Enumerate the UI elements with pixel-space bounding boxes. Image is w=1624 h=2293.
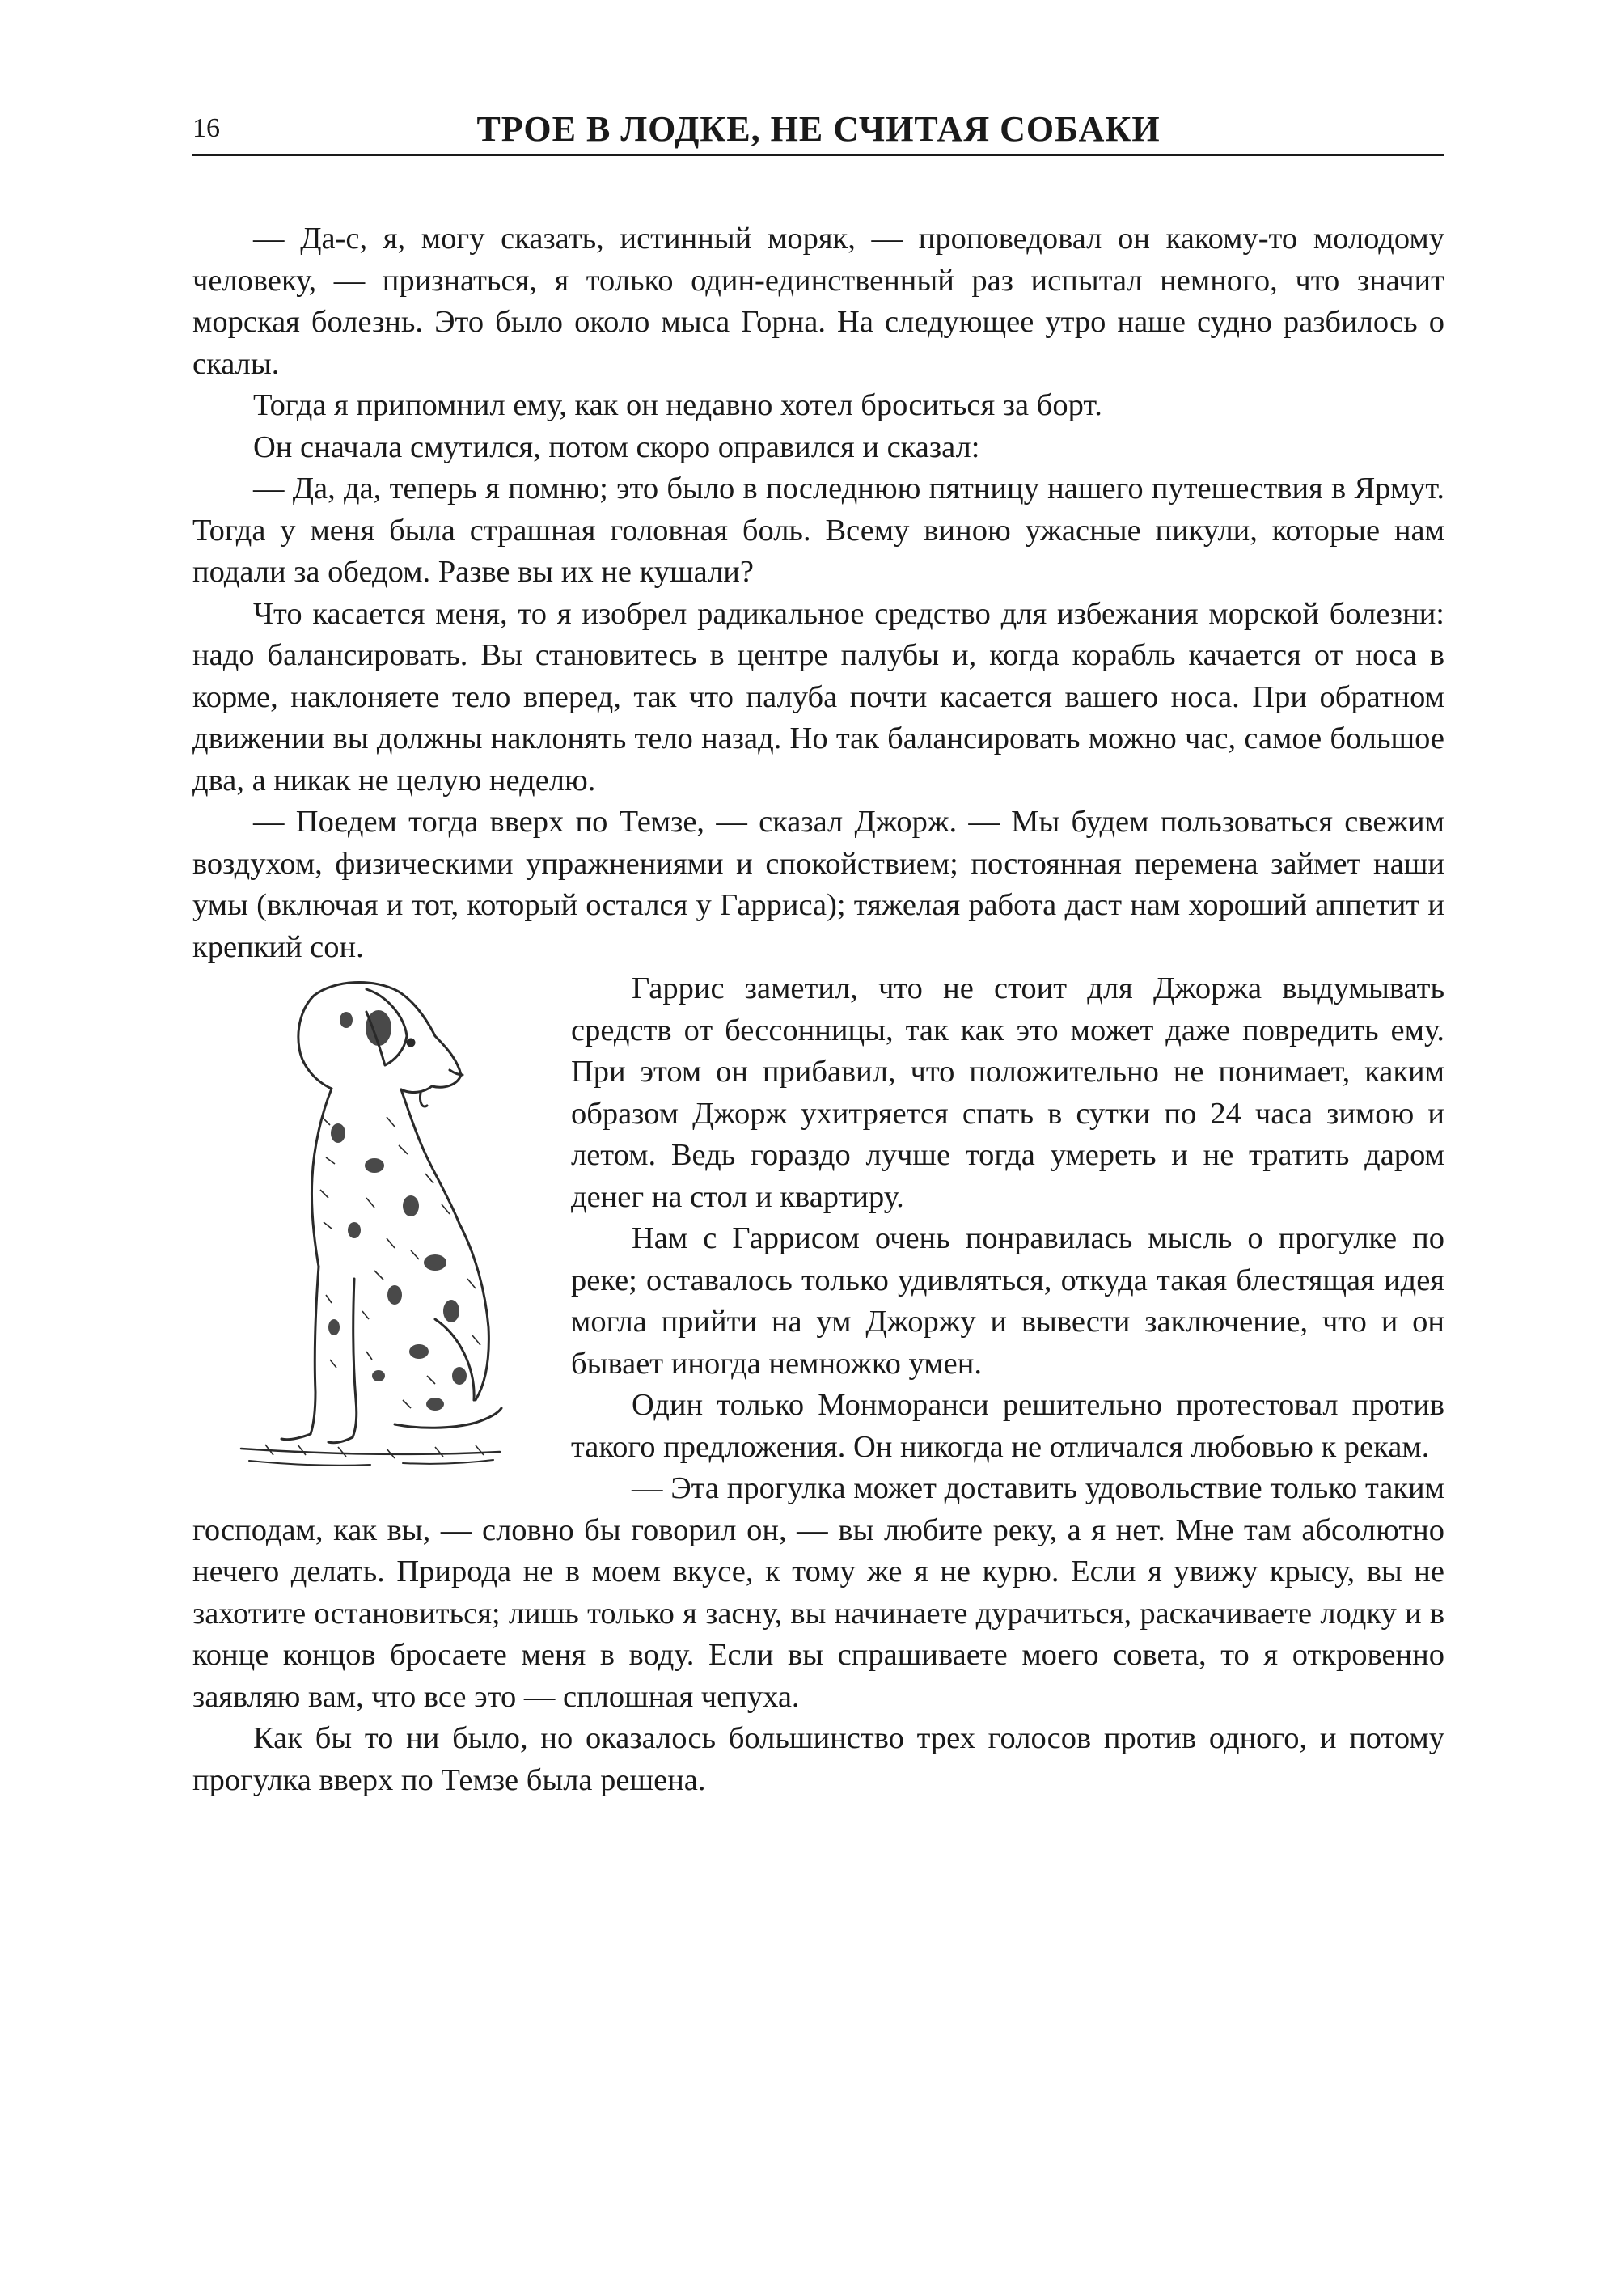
paragraph: — Да, да, теперь я помню; это было в последнюю пятницу нашего путешествия в Ярмут. Тогда у меня была страшная головная боль. Всему виною ужасные пикули, которые нам подали за обедом. Разве вы их не кушали?	[192, 472, 1444, 589]
paragraph: Гаррис заметил, что не стоит для Джоржа выдумывать средств от бессонницы, так как это может даже повредить ему. При этом он прибавил, что положительно не понимает, каким образом Джорж ухитряется спать в сутки по 24 часа зимою и летом. Ведь гораздо лучше тогда умереть и не тратить даром денег на стол и квартиру.	[571, 971, 1444, 1214]
paragraph: Как бы то ни было, но оказалось большинство трех голосов против одного, и потому прогулка вверх по Темзе была решена.	[192, 1721, 1444, 1797]
paragraph: — Поедем тогда вверх по Темзе, — сказал Джорж. — Мы будем пользоваться свежим воздухом, физическими упражнениями и спокойствием; постоянная перемена займет наши умы (включая и тот, который остался у Гарриса); тяжелая работа даст нам хороший аппетит и крепкий сон.	[192, 805, 1444, 964]
page-number: 16	[192, 113, 220, 143]
body-text	[192, 218, 1444, 1801]
paragraph: Что касается меня, то я изобрел радикальное средство для избежания морской болезни: надо балансировать. Вы становитесь в центре палубы и, когда корабль качается от носа в корме, наклоняете тело вперед, так что палуба почти касается вашего носа. При обратном движении вы должны наклонять тело назад. Но так балансировать можно час, самое большое два, а никак не целую неделю.	[192, 596, 1444, 797]
running-title: ТРОЕ В ЛОДКЕ, НЕ СЧИТАЯ СОБАКИ	[476, 109, 1161, 149]
paragraph: Тогда я припомнил ему, как он недавно хотел броситься за борт.	[253, 388, 1102, 422]
page-header	[192, 110, 1444, 156]
paragraph: — Да-с, я, могу сказать, истинный моряк, — проповедовал он какому-то молодому человеку, — признаться, я только один-единственный раз испытал немного, что значит морская болезнь. Это было около мыса Горна. На следующее утро наше судно разбилось о скалы.	[192, 222, 1444, 381]
paragraph: Он сначала смутился, потом скоро оправился и сказал:	[253, 429, 980, 464]
dog-illustration	[192, 971, 548, 1481]
paragraph: Нам с Гаррисом очень понравилась мысль о прогулке по реке; оставалось только удивляться, откуда такая блестящая идея могла прийти на ум Джоржу и вывести заключение, что и он бывает иногда немножко умен.	[571, 1221, 1444, 1381]
paragraph: — Эта прогулка может доставить удовольствие только таким господам, как вы, — словно бы говорил он, — вы любите реку, а я нет. Мне там абсолютно нечего делать. Природа не в моем вкусе, к тому же я не курю. Если я увижу крысу, вы не захотите остановиться; лишь только я засну, вы начинаете дурачиться, раскачиваете лодку и в конце концов бросаете меня в воду. Если вы спрашиваете моего совета, то я откровенно заявляю вам, что все это — сплошная чепуха.	[192, 1471, 1444, 1714]
paragraph: Один только Монморанси решительно протестовал против такого предложения. Он никогда не отличался любовью к рекам.	[571, 1388, 1444, 1464]
sitting-dog-illustration-icon	[192, 971, 548, 1481]
